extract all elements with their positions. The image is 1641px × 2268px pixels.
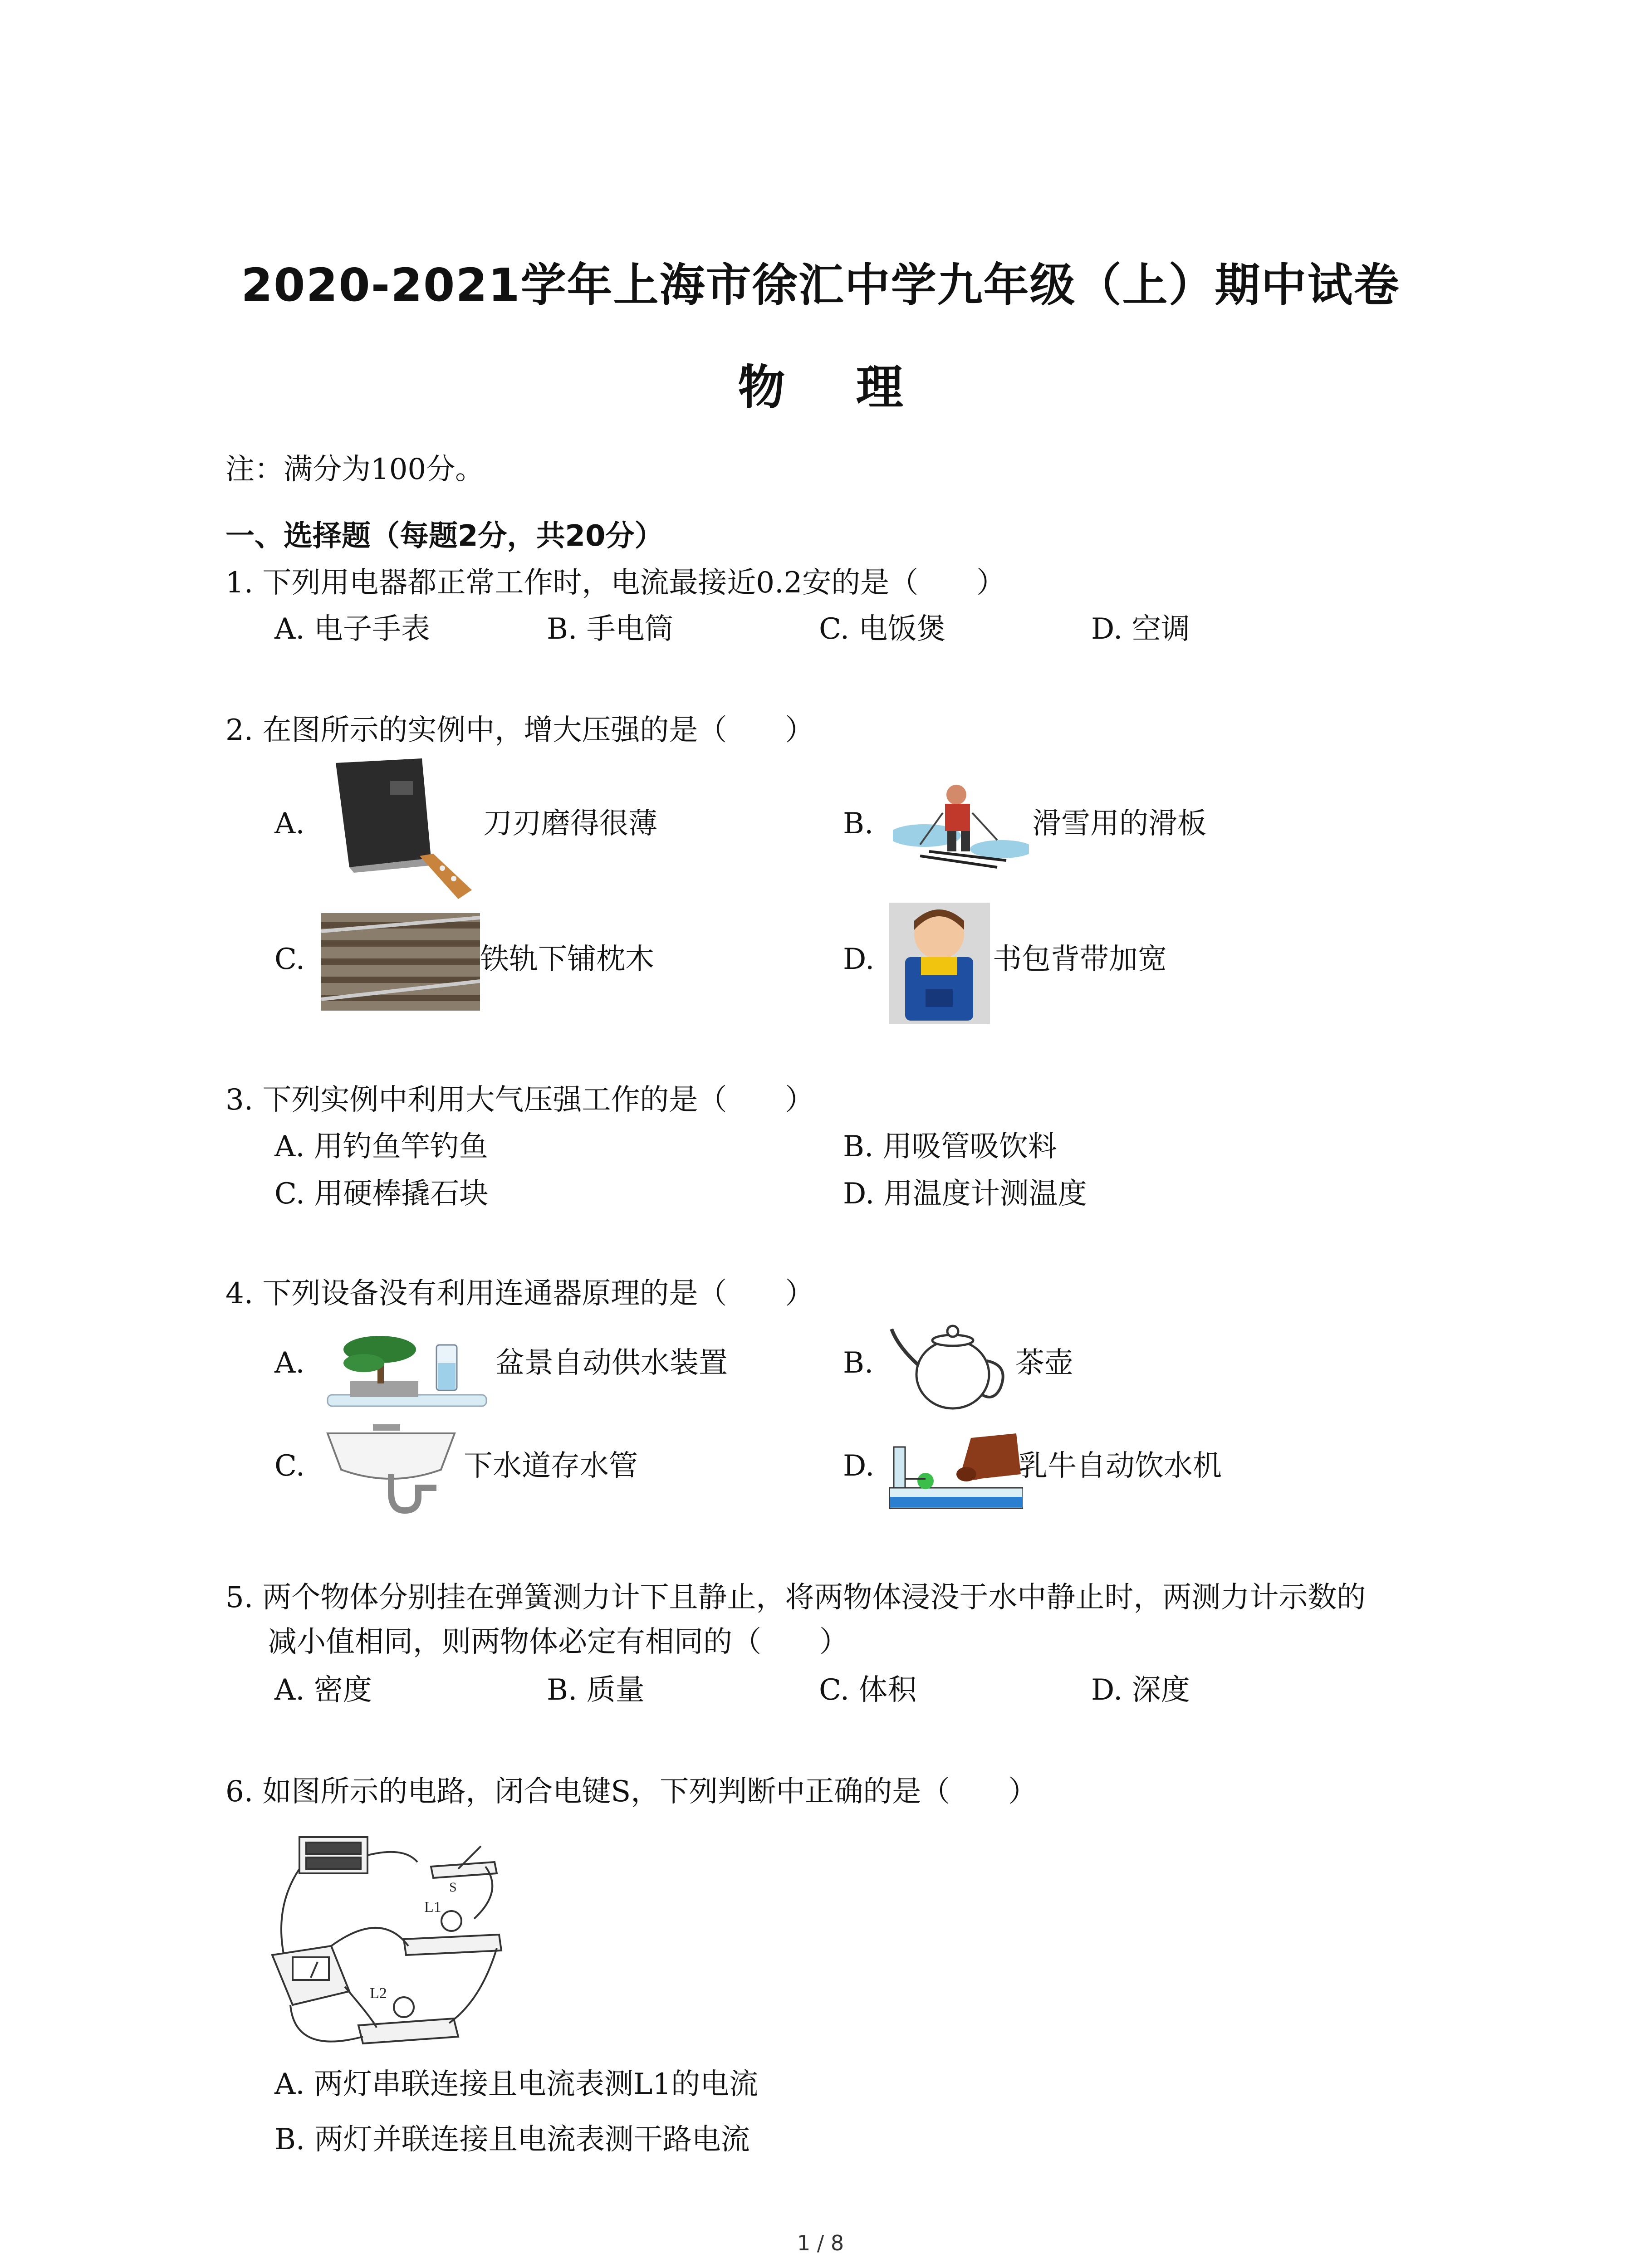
q4-letter-d: D. [843,1449,875,1483]
q4-option-c: 下水道存水管 [464,1449,638,1483]
question-1-stem: 1. 下列用电器都正常工作时，电流最接近0.2安的是（ ） [225,566,1006,600]
lamp-l1-label: L1 [424,1899,441,1916]
q4-option-d: 乳牛自动饮水机 [1019,1449,1222,1483]
section-heading: 一、选择题（每题2分，共20分） [225,519,664,553]
q4-letter-a: A. [274,1346,305,1380]
q6-option-b: B. 两灯并联连接且电流表测干路电流 [274,2123,750,2156]
question-3-stem: 3. 下列实例中利用大气压强工作的是（ ） [225,1083,814,1117]
question-5-stem-line1: 5. 两个物体分别挂在弹簧测力计下且静止，将两物体浸没于水中静止时，两测力计示数的 [225,1581,1366,1614]
schoolbag-image [889,903,990,1024]
subject-title: 物 理 [738,360,931,415]
sink-drain-image [323,1420,459,1520]
q1-option-d: D. 空调 [1091,612,1190,646]
q4-option-a: 盆景自动供水装置 [495,1346,728,1380]
q3-option-a: A. 用钓鱼竿钓鱼 [274,1130,488,1163]
q4-letter-b: B. [843,1346,874,1380]
page-number: 1 / 8 [797,2231,844,2255]
question-6-stem: 6. 如图所示的电路，闭合电键S，下列判断中正确的是（ ） [225,1775,1038,1809]
q4-letter-c: C. [274,1449,305,1483]
q5-option-d: D. 深度 [1091,1673,1190,1707]
question-5-stem-line2: 减小值相同，则两物体必定有相同的（ ） [268,1625,848,1659]
q2-letter-c: C. [274,943,305,976]
page-title: 2020-2021学年上海市徐汇中学九年级（上）期中试卷 [241,259,1400,312]
circuit-diagram [268,1819,513,2059]
q3-option-b: B. 用吸管吸饮料 [843,1130,1057,1163]
question-4-stem: 4. 下列设备没有利用连通器原理的是（ ） [225,1277,814,1310]
q2-option-b: 滑雪用的滑板 [1032,807,1206,841]
knife-image [322,754,479,904]
switch-s-label: S [449,1880,457,1895]
bonsai-water-image [323,1327,491,1413]
lamp-l2-label: L2 [370,1985,387,2002]
cow-drinker-image [889,1429,1023,1515]
q2-letter-a: A. [274,807,305,841]
q2-letter-b: B. [843,807,874,841]
teapot-image [889,1315,1012,1413]
q6-option-a: A. 两灯串联连接且电流表测L1的电流 [274,2068,759,2101]
q1-option-b: B. 手电筒 [547,612,674,646]
q3-option-d: D. 用温度计测温度 [843,1177,1087,1211]
q2-letter-d: D. [843,943,875,976]
q4-option-b: 茶壶 [1015,1346,1073,1380]
railway-image [321,913,480,1011]
q5-option-b: B. 质量 [547,1673,645,1707]
q1-option-a: A. 电子手表 [274,612,430,646]
q2-option-d: 书包背带加宽 [993,943,1167,976]
q1-option-c: C. 电饭煲 [819,612,946,646]
skier-image [893,777,1029,872]
q2-option-a: 刀刃磨得很薄 [483,807,657,841]
q3-option-c: C. 用硬棒撬石块 [274,1177,489,1211]
q5-option-c: C. 体积 [819,1673,917,1707]
score-note: 注：满分为100分。 [225,453,485,486]
question-2-stem: 2. 在图所示的实例中，增大压强的是（ ） [225,714,814,747]
q5-option-a: A. 密度 [274,1673,372,1707]
q2-option-c: 铁轨下铺枕木 [480,943,654,976]
